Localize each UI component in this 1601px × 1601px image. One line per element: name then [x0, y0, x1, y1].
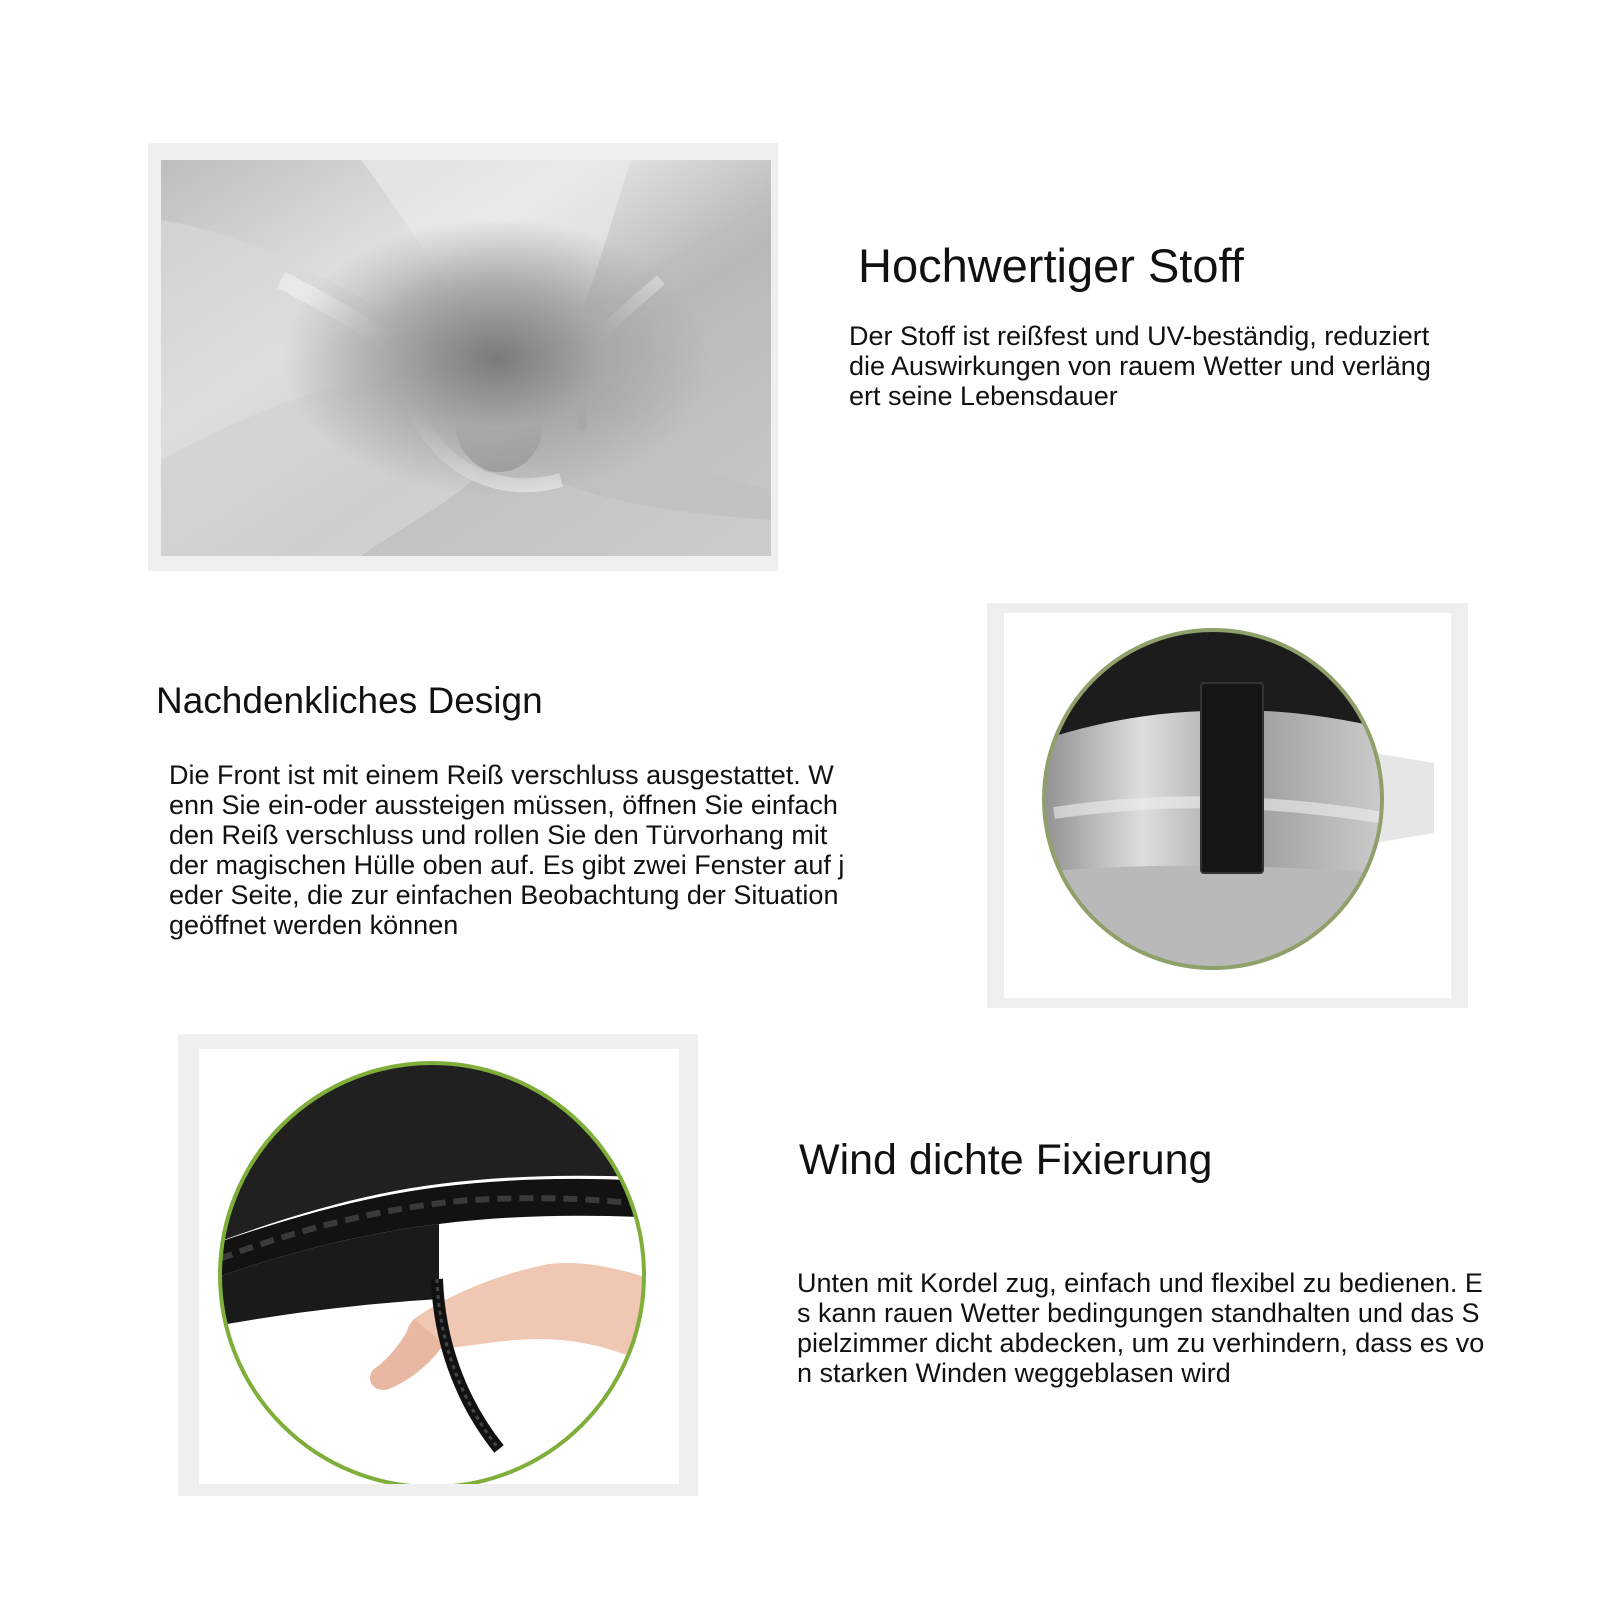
- section-text-fabric: Der Stoff ist reißfest und UV-beständig, reduziert die Auswirkungen von rauem Wetter und verlängert seine Lebensdauer: [849, 321, 1431, 411]
- section-text-windproof: Unten mit Kordel zug, einfach und flexibel zu bedienen. Es kann rauen Wetter bedingungen standhalten und das Spielzimmer dicht abdecken, um zu verhindern, dass es von starken Winden weggeblasen wird: [797, 1268, 1485, 1388]
- velcro-strap-closeup-photo: [1004, 613, 1451, 998]
- section-text-design: Die Front ist mit einem Reiß verschluss ausgestattet. Wenn Sie ein-oder aussteigen müssen, öffnen Sie einfach den Reiß verschluss und rollen Sie den Türvorhang mit der magischen Hülle oben auf. Es gibt zwei Fenster auf jeder Seite, die zur einfachen Beobachtung der Situation geöffnet werden können: [169, 760, 845, 940]
- section-title-design: Nachdenkliches Design: [156, 680, 543, 721]
- fabric-photo-frame: [148, 143, 778, 571]
- velcro-photo-frame: [987, 603, 1468, 1008]
- section-title-fabric: Hochwertiger Stoff: [858, 239, 1244, 292]
- drawstring-hem-closeup-photo: [199, 1049, 679, 1484]
- section-title-windproof: Wind dichte Fixierung: [799, 1136, 1213, 1184]
- silver-fabric-swirl-photo: [161, 160, 771, 556]
- drawstring-photo-frame: [178, 1034, 698, 1496]
